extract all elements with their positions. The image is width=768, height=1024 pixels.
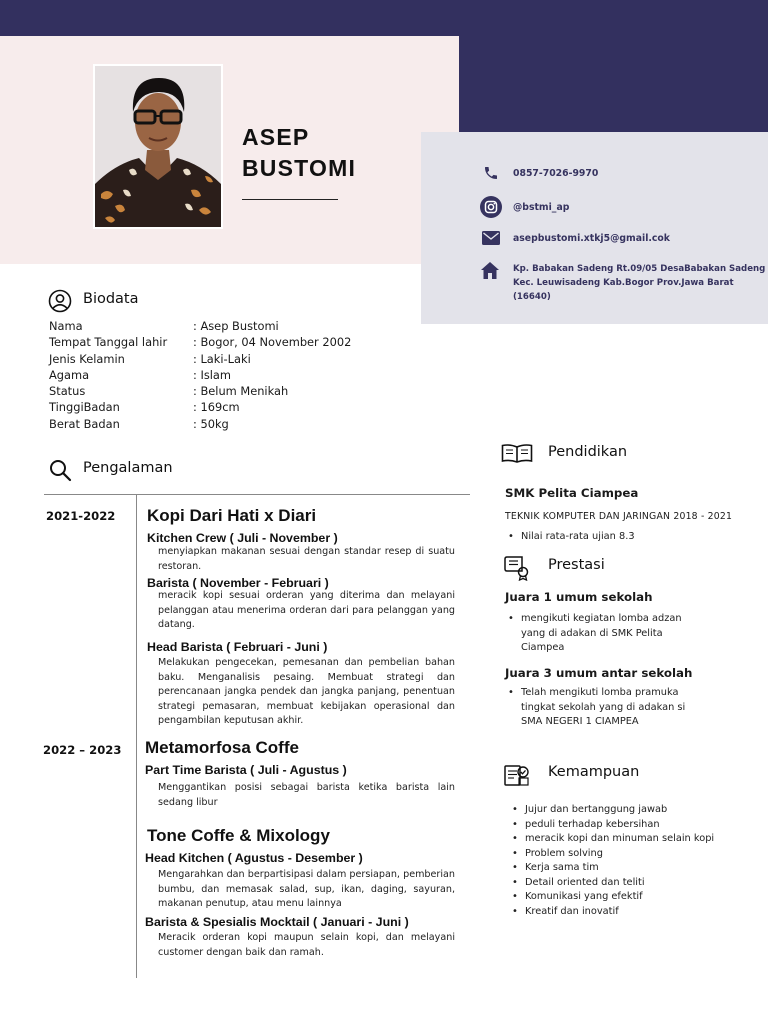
list-item: • mengikuti kegiatan lomba adzan yang di adakan di SMK Pelita Ciampea (505, 612, 705, 656)
biodata-row (49, 383, 351, 399)
timeline-line (136, 494, 137, 978)
experience-title: Pengalaman (83, 460, 173, 476)
job-role: Barista & Spesialis Mocktail ( Januari - Juni ) (145, 915, 409, 929)
biodata-value: : Bogor, 04 November 2002 (193, 335, 352, 350)
biodata-title: Biodata (83, 291, 139, 307)
biodata-value: : Islam (193, 367, 231, 382)
biodata-row (49, 334, 351, 350)
biodata-key: Nama (49, 319, 83, 333)
biodata-key: Tempat Tanggal lahir (49, 335, 168, 350)
job-role: Head Kitchen ( Agustus - Desember ) (145, 851, 363, 865)
job-years: 2021-2022 (46, 509, 116, 523)
profile-last-name: BUSTOMI (242, 155, 357, 181)
job-role: Kitchen Crew ( Juli - November ) (147, 531, 338, 545)
award-title: Juara 3 umum antar sekolah (505, 666, 693, 680)
job-role: Head Barista ( Februari - Juni ) (147, 640, 328, 654)
address-line-1: Kp. Babakan Sadeng Rt.09/05 DesaBabakan Sadeng (513, 264, 766, 274)
biodata-value: : Belum Menikah (193, 384, 289, 399)
phone-icon (480, 162, 502, 184)
job-description: Melakukan pengecekan, pemesanan dan pembelian bahan baku. Menganalisis pesaing. Membuat strategi dan perencanaan jangka pendek dan jangka panjang, penentuan strategi pemasaran, membuat kebijakan operasional dan pengambilan keputusan akhir. (158, 657, 455, 726)
biodata-key: Agama (49, 367, 90, 382)
book-icon (501, 444, 533, 468)
skills-list (509, 803, 719, 919)
profile-name (242, 122, 356, 184)
biodata-row (49, 399, 351, 415)
certificate-icon (504, 555, 530, 585)
biodata-key: TinggiBadan (49, 400, 120, 415)
biodata-value: : Laki-Laki (193, 351, 251, 366)
skills-title: Kemampuan (548, 764, 640, 780)
job-description: Mengarahkan dan berpartisipasi dalam persiapan, pemberian bumbu, dan memasak salad, sup, ikan, daging, sayuran, makanan penutup, atau menu lainnya (158, 869, 455, 909)
job-description: menyiapkan makanan sesuai dengan standar resep di suatu restoran. (158, 546, 455, 572)
job-years: 2022 – 2023 (43, 743, 122, 757)
contact-instagram (480, 196, 569, 218)
address (513, 262, 768, 304)
biodata-table (49, 318, 351, 432)
education-school: SMK Pelita Ciampea (505, 486, 639, 500)
list-item: • peduli terhadap kebersihan (509, 818, 719, 833)
header-card (0, 36, 459, 264)
email-icon (480, 227, 502, 249)
biodata-value: : 50kg (193, 416, 229, 431)
profile-first-name: ASEP (242, 124, 310, 150)
biodata-value: : 169cm (193, 400, 240, 415)
search-icon (48, 458, 72, 486)
list-item: • Jujur dan bertanggung jawab (509, 803, 719, 818)
biodata-key: Status (49, 384, 86, 399)
job-company: Kopi Dari Hati x Diari (147, 506, 317, 525)
address-line-2: Kec. Leuwisadeng Kab.Bogor Prov.Jawa Barat (16640) (513, 278, 734, 302)
biodata-row (49, 367, 351, 383)
instagram-handle[interactable]: @bstmi_ap (513, 201, 570, 213)
list-item: • Kerja sama tim (509, 861, 719, 876)
job-description: Menggantikan posisi sebagai barista ketika barista lain sedang libur (158, 782, 455, 808)
skills-document-icon (504, 763, 530, 791)
phone-number[interactable]: 0857-7026-9970 (513, 167, 599, 179)
education-title: Pendidikan (548, 444, 628, 460)
list-item: • Komunikasi yang efektif (509, 890, 719, 905)
biodata-row (49, 351, 351, 367)
biodata-key: Jenis Kelamin (49, 351, 125, 366)
job-role: Barista ( November - Februari ) (147, 576, 329, 590)
name-divider (242, 199, 338, 200)
list-item: • meracik kopi dan minuman selain kopi (509, 832, 719, 847)
contact-phone (480, 162, 598, 184)
list-item: • Nilai rata-rata ujian 8.3 (505, 530, 635, 545)
biodata-value: : Asep Bustomi (193, 319, 279, 333)
education-notes (505, 530, 635, 545)
award-description (505, 612, 705, 656)
education-major: TEKNIK KOMPUTER DAN JARINGAN 2018 - 2021 (505, 511, 733, 522)
list-item: • Detail oriented dan teliti (509, 876, 719, 891)
achievements-title: Prestasi (548, 557, 605, 573)
job-description: meracik kopi sesuai orderan yang diterima dan melayani pelanggan atau menerima orderan dari para pelanggan yang datang. (158, 590, 455, 630)
biodata-row (49, 416, 351, 432)
award-description (505, 686, 705, 730)
profile-photo (93, 64, 223, 229)
job-company: Metamorfosa Coffe (145, 738, 299, 757)
job-role: Part Time Barista ( Juli - Agustus ) (145, 763, 347, 777)
contact-email (480, 227, 670, 249)
instagram-icon (480, 196, 502, 218)
list-item: • Telah mengikuti lomba pramuka tingkat sekolah yang di adakan si SMA NEGERI 1 CIAMPEA (505, 686, 705, 730)
experience-divider (44, 494, 470, 495)
user-circle-icon (48, 289, 72, 317)
job-company: Tone Coffe & Mixology (147, 826, 330, 845)
list-item: • Problem solving (509, 847, 719, 862)
email-address[interactable]: asepbustomi.xtkj5@gmail.cok (513, 232, 670, 244)
home-icon (481, 262, 499, 283)
job-description: Meracik orderan kopi maupun selain kopi, dan melayani customer dengan baik dan ramah. (158, 932, 455, 958)
award-title: Juara 1 umum sekolah (505, 590, 653, 604)
biodata-row (49, 318, 351, 334)
list-item: • Kreatif dan inovatif (509, 905, 719, 920)
biodata-key: Berat Badan (49, 416, 120, 431)
